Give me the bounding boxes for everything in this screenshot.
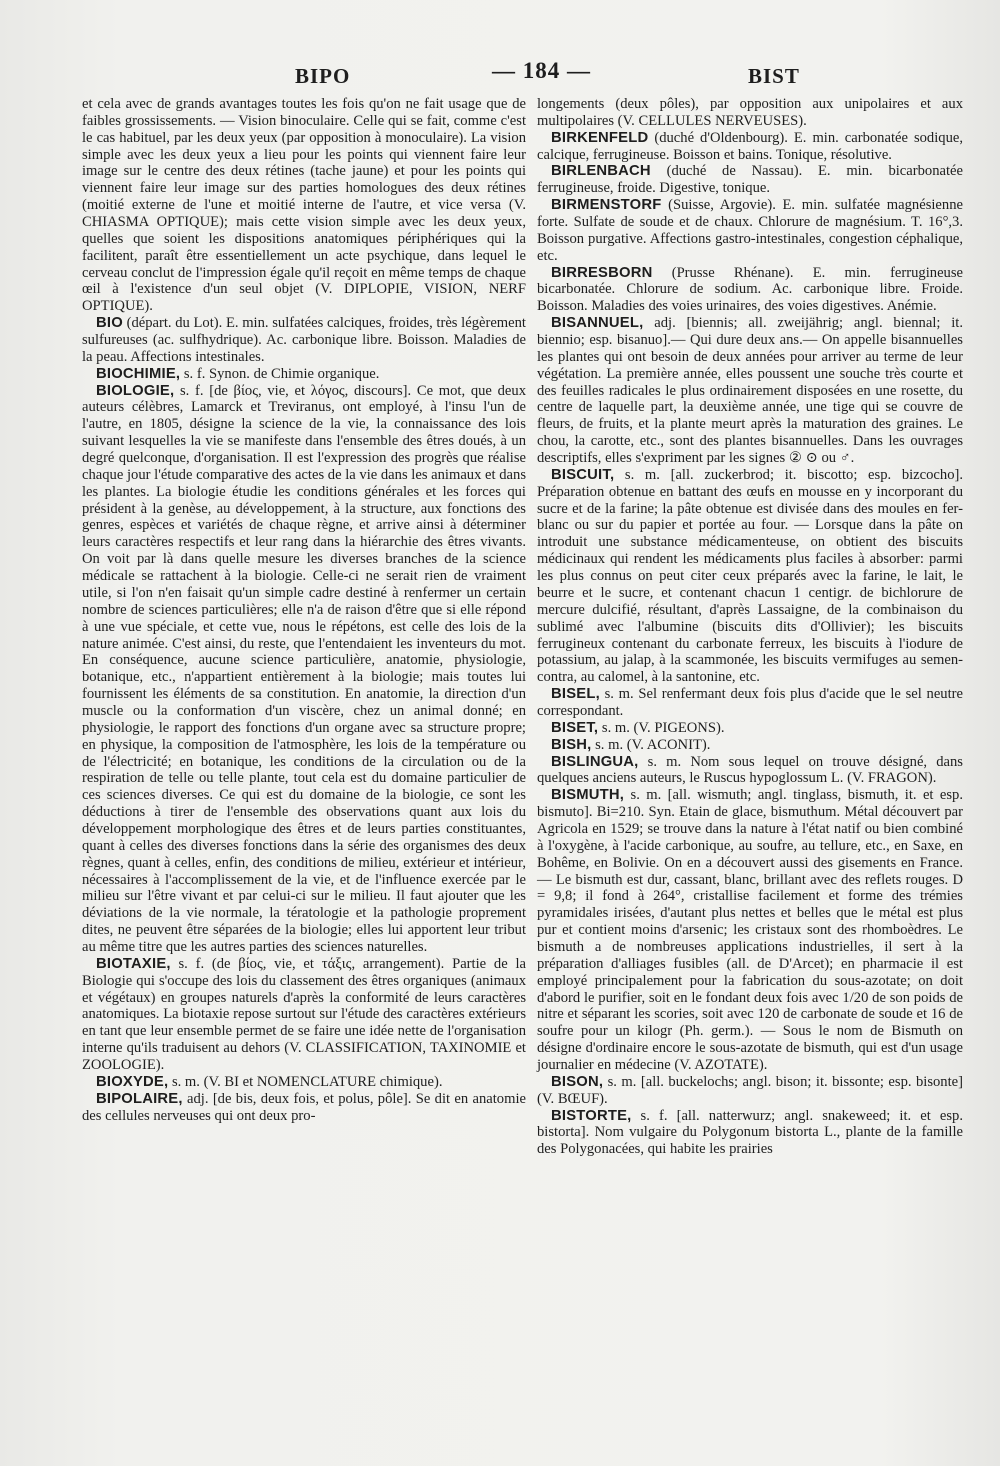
headword: BISH, [551, 736, 592, 753]
header-left-guideword: BIPO [295, 64, 351, 88]
headword: BIOCHIMIE, [96, 365, 181, 382]
entry-text: (duché d'Oldenbourg). E. min. carbonatée sodique, calcique, ferrugineuse. Boisson et bains. Tonique, résolutive. [537, 129, 963, 163]
entry-text: s. m. Sel renfermant deux fois plus d'acide que le sel neutre correspondant. [537, 686, 963, 719]
headword: BISCUIT, [551, 466, 615, 483]
headword: BISEL, [551, 686, 600, 703]
entry-paragraph [537, 737, 963, 754]
left-column [82, 96, 526, 1124]
entry-text: (Suisse, Argovie). E. min. sulfatée magnésienne forte. Sulfate de soude et de chaux. Chlorure de magnésium. T. 16°,3. Boisson purgative. Affections gastro-intestinales, congestion céphalique, etc. [537, 197, 963, 264]
entry-paragraph [82, 956, 526, 1074]
entry-paragraph [537, 315, 963, 467]
entry-paragraph [82, 1091, 526, 1125]
entry-text: s. m. (V. ACONIT). [591, 736, 711, 753]
headword: BIOTAXIE, [96, 955, 171, 972]
entry-paragraph [537, 686, 963, 720]
headword: BISON, [551, 1073, 604, 1090]
entry-paragraph [537, 754, 963, 788]
headword: BIO [96, 315, 123, 332]
entry-text: s. m. (V. BI et NOMENCLATURE chimique). [168, 1073, 443, 1090]
entry-paragraph [537, 96, 963, 130]
headword: BIOLOGIE, [96, 382, 175, 399]
headword: BIRKENFELD [551, 129, 649, 146]
entry-text: adj. [biennis; all. zweijährig; angl. biennal; it. biennio; esp. bisanuo].— Qui dure deux ans.— On appelle bisannuelles les plantes qui ont besoin de deux années pour arriver au terme de leur végétation. La première année, elles poussent une souche très courte et des feuilles radicales le plus ordinairement disposées en une rosette, du centre de laquelle part, la deuxième année, une tige qui se couvre de fleurs, de fruits, et la plante meurt après la maturation des graines. Le chou, la carotte, etc., sont des plantes bisannuelles. Dans les ouvrages descriptifs, elles s'expriment par les signes ② ⊙ ou ♂. [537, 315, 963, 467]
headword: BISET, [551, 719, 599, 736]
header-right-guideword: BIST [748, 64, 800, 88]
entry-text: (Prusse Rhénane). E. min. ferrugineuse bicarbonatée. Chlorure de sodium. Ac. carbonique libre. Froide. Boisson. Maladies des voies urinaires, des voies digestives. Anémie. [537, 264, 963, 315]
entry-text: (départ. du Lot). E. min. sulfatées calciques, froides, très légèrement sulfureuses (ac. sulfhydrique). Ac. carbonique libre. Boisson. Maladies de la peau. Affections intestinales. [82, 315, 526, 365]
entry-text: s. f. [all. natterwurz; angl. snakeweed; it. et esp. bistorta]. Nom vulgaire du Polygonum bistorta L., plante de la famille des Polygonacées, qui habite les prairies [537, 1107, 963, 1158]
entry-paragraph [537, 1074, 963, 1108]
entry-text: longements (deux pôles), par opposition aux unipolaires et aux multipolaires (V. CELLULES NERVEUSES). [537, 96, 963, 129]
entry-paragraph [82, 315, 526, 366]
entry-text: (duché de Nassau). E. min. bicarbonatée ferrugineuse, froide. Digestive, tonique. [537, 163, 963, 197]
headword: BIRRESBORN [551, 264, 653, 281]
entry-text: s. m. [all. zuckerbrod; it. biscotto; esp. bizcocho]. Préparation obtenue en battant des œufs en mousse en y incorporant du sucre et de la farine; la pâte obtenue est divisée dans des moules en fer-blanc ou sur du papier et portée au four. — Lorsque dans la pâte on introduit une substance médicamenteuse, on obtient des biscuits médicinaux qui rendent les médicaments plus faciles à absorber: parmi les plus connus on peut citer ceux préparés avec la farine, le lait, le beurre et le sucre, et contenant chacun 1 centigr. de bichlorure de mercure dulcifié, résultant, d'après Lassaigne, de la combinaison du sublimé avec l'albumine (biscuits dits d'Ollivier); les biscuits ferrugineux contenant du carbonate ferreux, les biscuits à l'iodure de potassium, au jalap, à la scammonée, les biscuits vermifuges au semen-contra, au calomel, à la santonine, etc. [537, 466, 963, 686]
entry-paragraph [537, 197, 963, 264]
headword: BISLINGUA, [551, 753, 639, 770]
entry-text: s. m. [all. buckelochs; angl. bison; it. bissonte; esp. bisonte] (V. BŒUF). [537, 1073, 963, 1107]
entry-text: s. f. (de βίος, vie, et τάξις, arrangement). Partie de la Biologie qui s'occupe des lois du classement des êtres organiques (animaux et végétaux) en groupes naturels d'après la conformité de leurs caractères anatomiques. La biotaxie repose surtout sur l'étude des caractères extérieurs en tant que leur ensemble permet de se faire une idée nette de l'organisation interne qu'ils traduisent au dehors (V. CLASSIFICATION, TAXINOMIE et ZOOLOGIE). [82, 955, 526, 1073]
page-number: — 184 — [492, 58, 591, 83]
entry-paragraph [537, 720, 963, 737]
entry-paragraph [82, 96, 526, 315]
entry-text: adj. [de bis, deux fois, et polus, pôle]. Se dit en anatomie des cellules nerveuses qui ont deux pro- [82, 1090, 526, 1124]
entry-paragraph [537, 130, 963, 164]
entry-text: et cela avec de grands avantages toutes les fois qu'on ne fait usage que de faibles grossissements. — Vision binoculaire. Celle qui se fait, comme c'est le cas habituel, par les deux yeux (par opposition à monoculaire). La vision simple avec les deux yeux a lieu pour les points qui viennent faire leur image sur le centre des deux rétines (tache jaune) et pour les points qui viennent faire leur image sur des parties homologues des deux rétines (moitié externe de l'une et moitié interne de l'autre, et vice versa (V. CHIASMA OPTIQUE); mais cette vision simple avec les deux yeux, quelles que soient les dispositions anatomiques périphériques qui la facilitent, paraît être essentiellement un acte psychique, dans lequel le cerveau conclut de l'impression égale qu'il reçoit en même temps de chaque œil à l'existence d'un seul objet (V. DIPLOPIE, VISION, NERF OPTIQUE). [82, 96, 526, 315]
headword: BIPOLAIRE, [96, 1090, 183, 1107]
headword: BIRMENSTORF [551, 197, 662, 214]
entry-paragraph [537, 1108, 963, 1159]
right-column [537, 96, 963, 1158]
running-header [100, 58, 962, 90]
headword: BISMUTH, [551, 787, 625, 804]
headword: BISANNUEL, [551, 315, 644, 332]
entry-text: s. f. [de βίος, vie, et λόγος, discours]. Ce mot, que deux auteurs célèbres, Lamarck et Treviranus, ont employé, à l'insu l'un de l'autre, en 1805, désigne la science de la vie, la connaissance des lois suivant lesquelles la vie se manifeste dans l'ensemble des êtres doués, à un degré quelconque, d'organisation. Il est l'expression des progrès que réalise chaque jour l'étude comparative des actes de la vie dans les animaux et dans les plantes. La biologie étudie les conditions générales et les forces qui président à la genèse, au développement, à la structure, aux fonctions des genres, espèces et variétés de chaque règne, et arrive ainsi à déterminer leurs caractères respectifs et leur rang dans la hiérarchie des êtres vivants. On voit par là dans quelle mesure les diverses branches de la science médicale se rattachent à la biologie. Celle-ci ne serait rien de vraiment utile, si l'on n'en faisait qu'un simple cadre destiné à renfermer un certain nombre de sciences particulières; elle n'a de raison d'être que si elle répond à une vue spéciale, et cette vue, nous le répétons, est celle des lois de la nature animée. C'est ainsi, du reste, que l'entendaient les inventeurs du mot. En conséquence, aucune science particulière, anatomie, physiologie, botanique, etc., n'appartient entièrement à la biologie; mais toutes lui fournissent les éléments de sa constitution. En anatomie, la direction d'un muscle ou la conformation d'un viscère, chez un animal donné; en physiologie, le rapport des fonctions d'un organe avec sa structure propre; en physique, la composition de l'atmosphère, les lois de la température ou de l'électricité; en botanique, les conditions de la circulation ou de la respiration de telle ou telle plante, tout cela est du domaine particulier de ces sciences diverses. Ce qui est du domaine de la biologie, ce sont les déductions à tirer de l'ensemble des observations quant aux lois du développement morphologique des êtres et de leurs parties constituantes, quant à celles des diverses fonctions dans la série des organismes des deux règnes, quant à celles, enfin, des conditions de milieu, extérieur et intérieur, nécessaires à l'accomplissement de la vie, et de l'influence exercée par le milieu sur l'être vivant et par celui-ci sur le milieu. Il faut ajouter que les déviations de la vie normale, la tératologie et la pathologie proprement dites, ne peuvent être séparées de la biologie; elles lui apportent leur tribut au même titre que les autres parties des sciences naturelles. [82, 382, 526, 955]
headword: BIOXYDE, [96, 1073, 169, 1090]
entry-text: s. m. Nom sous lequel on trouve désigné, dans quelques anciens auteurs, le Ruscus hypoglossum L. (V. FRAGON). [537, 753, 963, 787]
entry-text: s. f. Synon. de Chimie organique. [180, 365, 380, 382]
entry-paragraph [82, 366, 526, 383]
entry-text: s. m. (V. PIGEONS). [598, 719, 725, 736]
headword: BIRLENBACH [551, 163, 651, 180]
entry-paragraph [537, 467, 963, 686]
headword: BISTORTE, [551, 1107, 632, 1124]
entry-paragraph [537, 163, 963, 197]
entry-paragraph [537, 787, 963, 1074]
entry-paragraph [82, 383, 526, 956]
entry-paragraph [537, 265, 963, 316]
entry-paragraph [82, 1074, 526, 1091]
entry-text: s. m. [all. wismuth; angl. tinglass, bismuth, it. et esp. bismuto]. Bi=210. Syn. Etain de glace, bismuthum. Métal découvert par Agricola en 1529; se trouve dans la nature à l'état natif ou bien combiné à l'oxygène, à l'acide carbonique, au soufre, au tellure, etc., en Saxe, en Bohême, en Bolivie. On en a découvert aussi des gisements en France. — Le bismuth est dur, cassant, blanc, brillant avec des reflets rouges. D = 9,8; il fond à 264°, cristallise facilement et forme des trémies pyramidales irisées, d'autant plus nettes et belles que le métal est plus pur et contient moins d'arsenic; les cristaux sont des rhomboèdres. Le bismuth a de nombreuses applications industrielles, il sert à la préparation d'alliages fusibles (all. de D'Arcet); en pharmacie il est employé principalement pour la fabrication du sous-azotate; on doit d'abord le purifier, soit en le fondant deux fois avec 1/20 de son poids de nitre et séparant les scories, soit avec 120 de carbonate de soude et 16 de soufre pour un kilogr (Ph. germ.). — Sous le nom de Bismuth on désigne d'ordinaire encore le sous-azotate de bismuth, qui est d'un usage journalier en médecine (V. AZOTATE). [537, 787, 963, 1073]
